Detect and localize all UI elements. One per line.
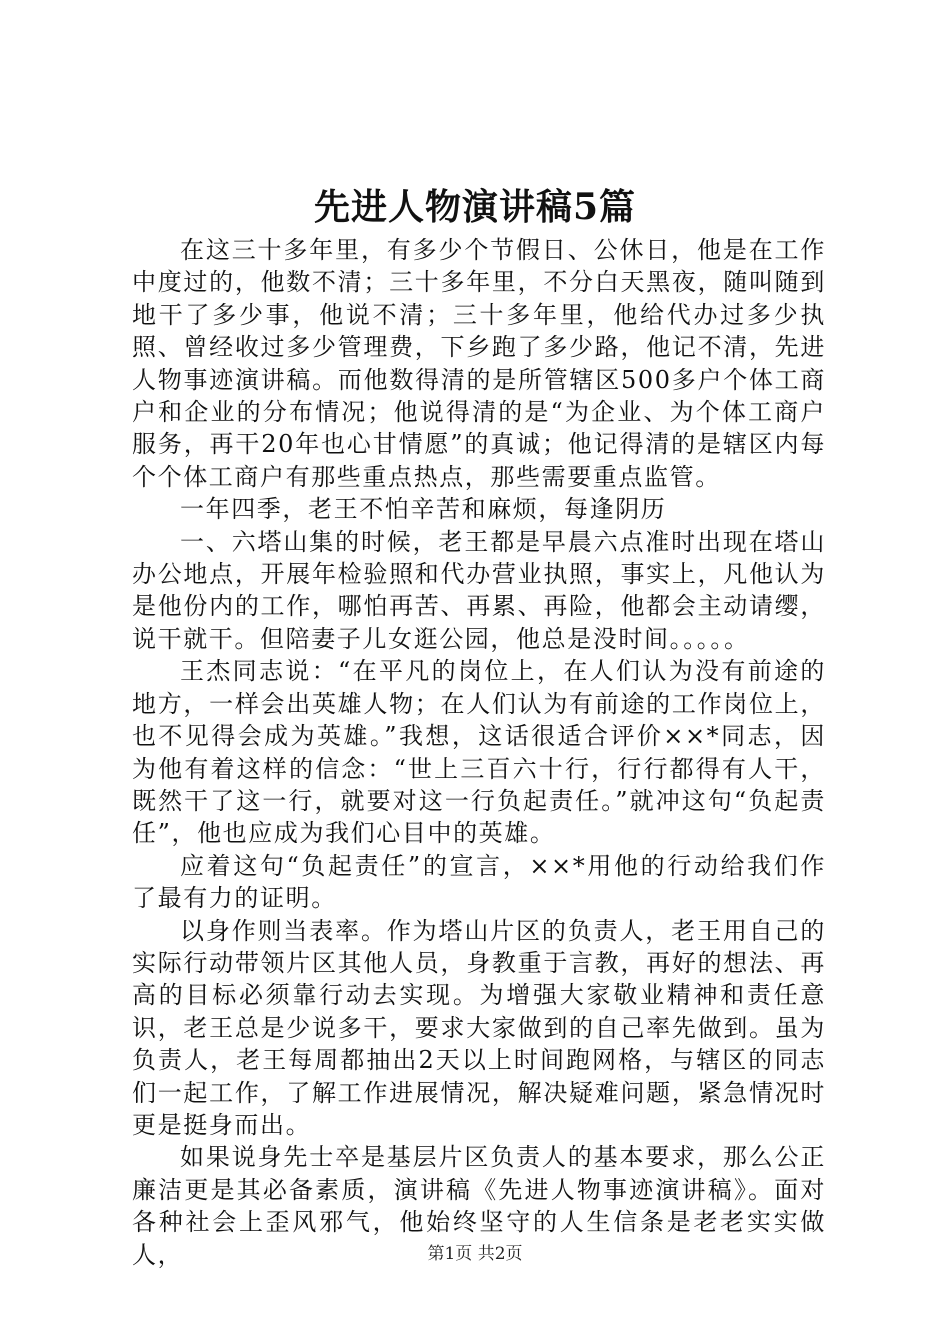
paragraph-7: 如果说身先士卒是基层片区负责人的基本要求，那么公正廉洁更是其必备素质，演讲稿《先进人物事迹演讲稿》。面对各种社会上歪风邪气，他始终坚守的人生信条是老老实实做人，	[132, 1143, 826, 1269]
paragraph-6: 以身作则当表率。作为塔山片区的负责人，老王用自己的实际行动带领片区其他人员，身教重于言教，再好的想法、再高的目标必须靠行动去实现。为增强大家敬业精神和责任意识，老王总是少说多干，要求大家做到的自己率先做到。虽为负责人，老王每周都抽出2天以上时间跑网格，与辖区的同志们一起工作，了解工作进展情况，解决疑难问题，紧急情况时更是挺身而出。	[132, 916, 826, 1139]
document-title: 先进人物演讲稿5篇	[313, 186, 637, 228]
paragraph-5: 应着这句“负起责任”的宣言，××*用他的行动给我们作了最有力的证明。	[132, 851, 826, 913]
document-body	[132, 234, 826, 1271]
paragraph-2: 一年四季，老王不怕辛苦和麻烦，每逢阴历	[180, 495, 667, 524]
paragraph-3: 一、六塔山集的时候，老王都是早晨六点准时出现在塔山办公地点，开展年检验照和代办营业执照，事实上，凡他认为是他份内的工作，哪怕再苦、再累、再险，他都会主动请缨，说干就干。但陪妻子儿女逛公园，他总是没时间。。。。。	[132, 527, 826, 653]
paragraph-1: 在这三十多年里，有多少个节假日、公休日，他是在工作中度过的，他数不清；三十多年里，不分白天黑夜，随叫随到地干了多少事，他说不清；三十多年里，他给代办过多少执照、曾经收过多少管理费，下乡跑了多少路，他记不清，先进人物事迹演讲稿。而他数得清的是所管辖区500多户个体工商户和企业的分布情况；他说得清的是“为企业、为个体工商户服务，再干20年也心甘情愿”的真诚；他记得清的是辖区内每个个体工商户有那些重点热点，那些需要重点监管。	[132, 236, 826, 491]
page-footer: 第1页 共2页	[427, 1244, 523, 1264]
paragraph-4: 王杰同志说：“在平凡的岗位上，在人们认为没有前途的地方，一样会出英雄人物；在人们认为有前途的工作岗位上，也不见得会成为英雄。”我想，这话很适合评价××*同志，因为他有着这样的信念：“世上三百六十行，行行都得有人干，既然干了这一行，就要对这一行负起责任。”就冲这句“负起责任”，他也应成为我们心目中的英雄。	[132, 657, 826, 848]
